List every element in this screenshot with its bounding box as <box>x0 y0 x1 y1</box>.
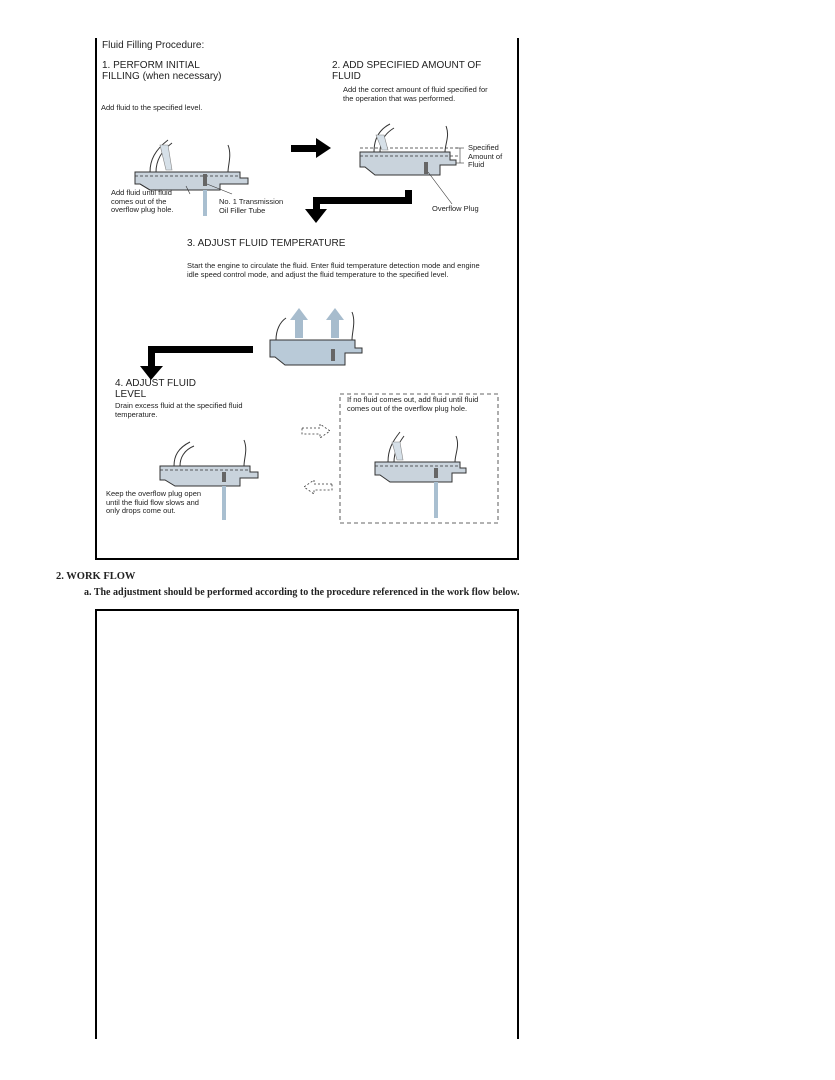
step1-description: Add fluid to the specified level. <box>101 103 203 112</box>
step1-callout-fill-line3: overflow plug hole. <box>111 205 174 214</box>
step4-heading-line1: 4. ADJUST FLUID <box>115 378 196 389</box>
step2-description-line1: Add the correct amount of fluid specified for <box>343 85 488 94</box>
down-left-arrow-icon <box>305 190 412 223</box>
dashed-arrow-right-icon <box>302 424 330 438</box>
alternate-procedure-box <box>340 394 498 523</box>
step2-heading <box>332 60 481 82</box>
step1-callout-tube-line1: No. 1 Transmission <box>219 197 284 206</box>
step3-transmission-pan <box>270 308 362 365</box>
step1-callout-fill-line1: Add fluid until fluid <box>111 188 172 197</box>
step3-heading: 3. ADJUST FLUID TEMPERATURE <box>187 238 346 249</box>
step1-callout-fill <box>111 189 174 215</box>
step1-callout-fill-line2: comes out of the <box>111 196 167 206</box>
step2-callout-amount-line1: Specified <box>468 143 499 152</box>
step1-callout-tube <box>219 198 283 215</box>
step2-description <box>343 86 488 103</box>
step2-heading-line1: 2. ADD SPECIFIED AMOUNT OF <box>332 60 482 71</box>
step4-heading <box>115 378 196 400</box>
step2-callout-amount <box>468 144 502 170</box>
workflow-frame <box>95 609 519 1039</box>
step4-box-note <box>347 396 478 413</box>
step1-heading-line2: FILLING (when necessary) <box>102 71 222 82</box>
step4-refill-transmission-pan <box>375 432 466 518</box>
section-heading: 2. WORK FLOW <box>56 571 136 582</box>
step2-description-line2: the operation that was performed. <box>343 93 456 103</box>
heat-up-arrow-icon <box>290 308 344 338</box>
step4-box-note-line2: comes out of the overflow plug hole. <box>347 403 468 413</box>
section-item-a: a. The adjustment should be performed according to the procedure referenced in the work flow below. <box>84 587 520 598</box>
dashed-arrow-left-icon <box>304 480 332 494</box>
figure-title: Fluid Filling Procedure: <box>102 40 205 51</box>
step1-callout-tube-line2: Oil Filler Tube <box>219 205 266 215</box>
step1-heading <box>102 60 222 82</box>
step3-description-line1: Start the engine to circulate the fluid. Enter fluid temperature detection mode and engine <box>187 261 480 270</box>
step4-callout-keep-line2: until the fluid flow slows and <box>106 497 199 507</box>
step2-callout-plug: Overflow Plug <box>432 204 479 213</box>
step4-heading-line2: LEVEL <box>115 389 147 400</box>
step2-callout-amount-line3: Fluid <box>468 160 485 169</box>
step2-callout-amount-line2: Amount of <box>468 151 503 161</box>
step2-heading-line2: FLUID <box>332 71 361 82</box>
step4-box-note-line1: If no fluid comes out, add fluid until fluid <box>347 395 479 404</box>
step4-description-line1: Drain excess fluid at the specified fluid <box>115 401 243 410</box>
left-down-arrow-icon <box>140 346 253 380</box>
step4-callout-keep <box>106 490 201 516</box>
step1-heading-line1: 1. PERFORM INITIAL <box>102 60 200 71</box>
step4-description <box>115 402 243 419</box>
step4-callout-keep-line3: only drops come out. <box>106 506 176 515</box>
step4-callout-keep-line1: Keep the overflow plug open <box>106 489 202 498</box>
step3-description <box>187 262 480 279</box>
right-arrow-icon <box>291 138 331 158</box>
step4-description-line2: temperature. <box>115 409 158 419</box>
step3-description-line2: idle speed control mode, and adjust the fluid temperature to the specified level. <box>187 269 449 279</box>
